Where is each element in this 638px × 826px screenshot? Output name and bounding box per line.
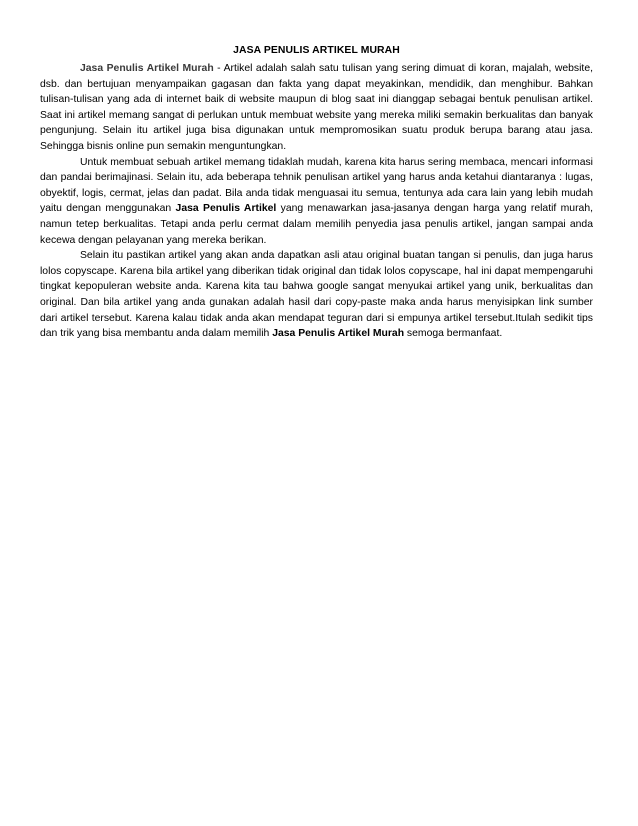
keyword-link-lead[interactable]: Jasa Penulis Artikel Murah [80, 63, 214, 74]
paragraph-3-text-after: semoga bermanfaat. [404, 328, 503, 340]
document-page [40, 43, 593, 342]
paragraph-1-text: - Artikel adalah salah satu tulisan yang sering dimuat di koran, majalah, website, dsb. dan bertujuan menyampaikan gagasan dan fakta yang dapat meyakinkan, mendidik, dan menghibur. Bahkan tulisan-tulisan yang ada di internet baik di website maupun di blog saat ini dianggap sebagai bentuk penulisan artikel. Saat ini artikel memang sangat di perlukan untuk membuat website yang mereka miliki semakin berkualitas dan banyak pengunjung. Selain itu artikel juga bisa digunakan untuk mempromosikan suatu produk berupa barang atau jasa. Sehingga bisnis online pun semakin menguntungkan. [40, 63, 593, 152]
paragraph-3 [40, 248, 593, 342]
paragraph-2 [40, 155, 593, 249]
keyword-link-2[interactable]: Jasa Penulis Artikel [175, 203, 277, 215]
paragraph-2-text-after: yang menawarkan jasa-jasanya dengan harga yang relatif murah, namun tetep berkualitas. Tetapi anda perlu cermat dalam memilih penyedia jasa penulis artikel, jangan sampai anda kecewa dengan pelayanan yang mereka berikan. [40, 203, 593, 246]
paragraph-1 [40, 61, 593, 155]
keyword-link-3[interactable]: Jasa Penulis Artikel Murah [272, 328, 405, 340]
document-title: JASA PENULIS ARTIKEL MURAH [233, 45, 400, 56]
paragraph-2-text-before: Untuk membuat sebuah artikel memang tidaklah mudah, karena kita harus sering membaca, mencari informasi dan pandai berimajinasi. Selain itu, ada beberapa tehnik penulisan artikel yang harus anda ketahui diantaranya : lugas, obyektif, logis, cermat, jelas dan padat. Bila anda tidak menguasai itu semua, tentunya ada cara lain yang lebih mudah yaitu dengan menggunakan [40, 156, 593, 215]
paragraph-3-text-before: Selain itu pastikan artikel yang akan anda dapatkan asli atau original buatan tangan si penulis, dan juga harus lolos copyscape. Karena bila artikel yang diberikan tidak original dan tidak lolos copyscape, hal ini dapat mempengaruhi tingkat kepopuleran website anda. Karena kita tau bahwa google sangat menyukai artikel yang unik, berkualitas dan original. Dan bila artikel yang anda gunakan adalah hasil dari copy-paste maka anda harus menyisipkan link sumber dari artikel tersebut. Karena kalau tidak anda akan mendapat teguran dari si empunya artikel tersebut.Itulah sedikit tips dan trik yang bisa membantu anda dalam memilih [40, 250, 593, 340]
